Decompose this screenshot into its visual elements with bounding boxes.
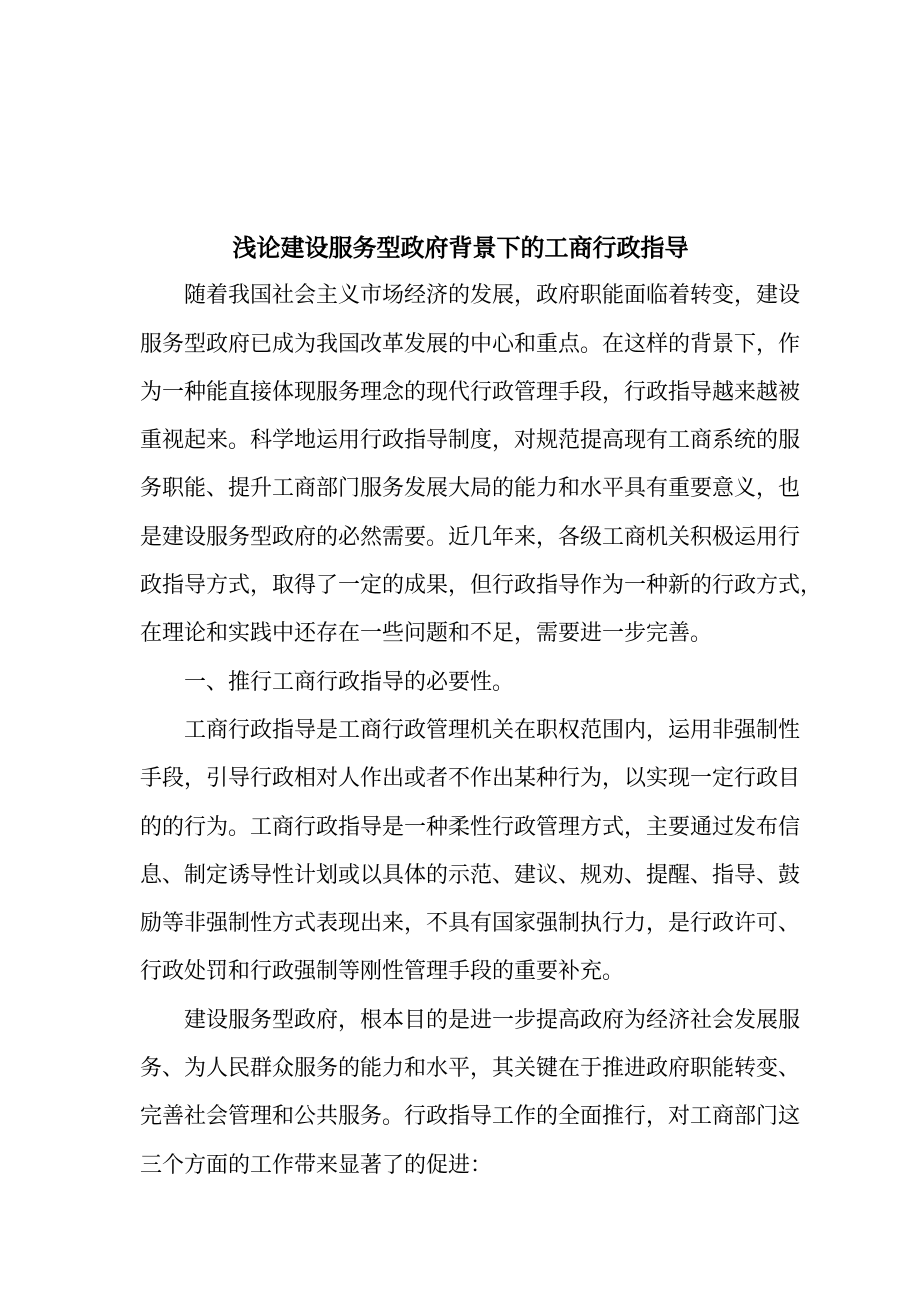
text-line: 息、制定诱导性计划或以具体的示范、建议、规劝、提醒、指导、鼓: [140, 862, 801, 888]
text-line: 手段，引导行政相对人作出或者不作出某种行为，以实现一定行政目: [140, 766, 801, 792]
text-line: 行政处罚和行政强制等刚性管理手段的重要补充。: [140, 959, 625, 985]
text-line: 励等非强制性方式表现出来，不具有国家强制执行力，是行政许可、: [140, 911, 801, 937]
text-line: 为一种能直接体现服务理念的现代行政管理手段，行政指导越来越被: [140, 379, 801, 405]
document-title: 浅论建设服务型政府背景下的工商行政指导: [232, 233, 689, 262]
text-line: 服务型政府已成为我国改革发展的中心和重点。在这样的背景下，作: [140, 331, 801, 357]
text-line: 一、推行工商行政指导的必要性。: [184, 669, 515, 695]
text-line: 建设服务型政府，根本目的是进一步提高政府为经济社会发展服: [184, 1007, 801, 1033]
text-line: 在理论和实践中还存在一些问题和不足，需要进一步完善。: [140, 621, 713, 647]
text-line: 工商行政指导是工商行政管理机关在职权范围内，运用非强制性: [184, 717, 801, 743]
text-line: 是建设服务型政府的必然需要。近几年来，各级工商机关积极运用行: [140, 524, 801, 550]
document-page: [140, 224, 823, 1190]
paragraph: [140, 272, 823, 658]
document-body: [140, 272, 823, 1190]
text-line: 务、为人民群众服务的能力和水平，其关键在于推进政府职能转变、: [140, 1056, 801, 1082]
paragraph: [140, 707, 801, 997]
section-heading: [140, 659, 781, 707]
text-line: 务职能、提升工商部门服务发展大局的能力和水平具有重要意义，也: [140, 476, 801, 502]
text-line: 政指导方式，取得了一定的成果，但行政指导作为一种新的行政方式，: [140, 573, 823, 599]
text-line: 随着我国社会主义市场经济的发展，政府职能面临着转变，建设: [184, 283, 801, 309]
text-line: 重视起来。科学地运用行政指导制度，对规范提高现有工商系统的服: [140, 428, 801, 454]
text-line: 的的行为。工商行政指导是一种柔性行政管理方式，主要通过发布信: [140, 814, 801, 840]
text-line: 三个方面的工作带来显著了的促进：: [140, 1152, 493, 1178]
text-line: 完善社会管理和公共服务。行政指导工作的全面推行，对工商部门这: [140, 1104, 801, 1130]
paragraph: [140, 997, 801, 1190]
